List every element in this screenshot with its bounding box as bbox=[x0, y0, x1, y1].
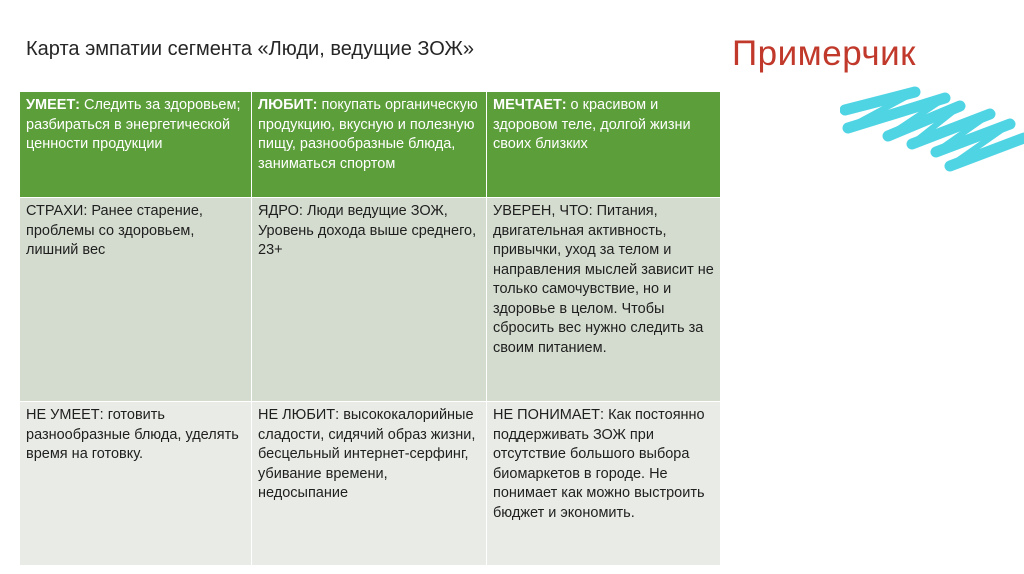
brush-scribble-decoration bbox=[840, 80, 1024, 180]
cell-text: НЕ УМЕЕТ: готовить разнообразные блюда, уделять время на готовку. bbox=[26, 407, 239, 462]
cell-key: УМЕЕТ: bbox=[26, 97, 80, 113]
cell-lyubit bbox=[252, 92, 487, 198]
cell-yadro bbox=[252, 198, 487, 402]
table-row bbox=[20, 402, 721, 566]
cell-text: Следить за здоровьем; разбираться в энергетической ценности продукции bbox=[26, 97, 241, 152]
cell-umeet bbox=[20, 92, 252, 198]
cell-text: СТРАХИ: Ранее старение, проблемы со здоровьем, лишний вес bbox=[26, 203, 203, 258]
cell-ne-umeet bbox=[20, 402, 252, 566]
cell-text: УВЕРЕН, ЧТО: Питания, двигательная активность, привычки, уход за телом и направления мыслей зависит не только самочувствие, но и здоровье в целом. Чтобы сбросить вес нужно следить за своим питанием. bbox=[493, 203, 714, 356]
cell-text: НЕ ПОНИМАЕТ: Как постоянно поддерживать ЗОЖ при отсутствие большого выбора биомаркетов в городе. Не понимает как можно выстроить бюджет и экономить. bbox=[493, 407, 705, 521]
cell-key: ЛЮБИТ: bbox=[258, 97, 318, 113]
cell-mechtaet bbox=[487, 92, 721, 198]
cell-ne-lyubit bbox=[252, 402, 487, 566]
cell-text: покупать органическую продукцию, вкусную и полезную пищу, разнообразные блюда, заниматься спортом bbox=[258, 97, 478, 172]
cell-key: МЕЧТАЕТ: bbox=[493, 97, 567, 113]
cell-text: ЯДРО: Люди ведущие ЗОЖ, Уровень дохода выше среднего, 23+ bbox=[258, 203, 477, 258]
table-row bbox=[20, 92, 721, 198]
cell-text: о красивом и здоровом теле, долгой жизни своих близких bbox=[493, 97, 691, 152]
cell-ne-ponimaet bbox=[487, 402, 721, 566]
empathy-map-table bbox=[19, 91, 721, 566]
cell-strakhi bbox=[20, 198, 252, 402]
cell-text: НЕ ЛЮБИТ: высококалорийные сладости, сидячий образ жизни, бесцельный интернет-серфинг, убивание времени, недосыпание bbox=[258, 407, 476, 501]
example-label: Примерчик bbox=[732, 34, 916, 73]
table-row bbox=[20, 198, 721, 402]
cell-uveren bbox=[487, 198, 721, 402]
slide-title: Карта эмпатии сегмента «Люди, ведущие ЗОЖ» bbox=[26, 38, 474, 60]
